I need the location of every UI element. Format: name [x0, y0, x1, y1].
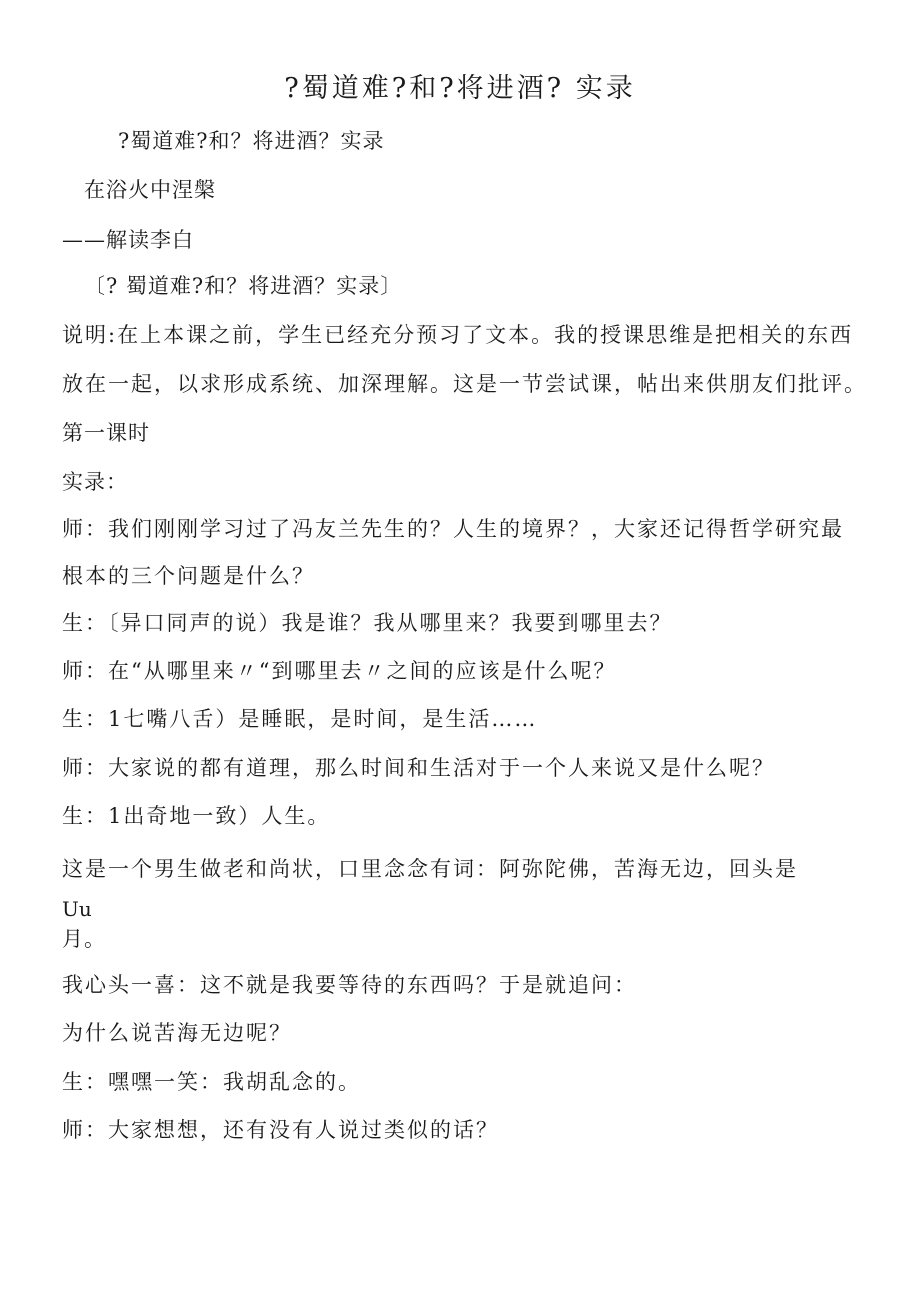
section-heading: 实录： — [62, 470, 128, 494]
dialogue-line: 生：〔异口同声的说）我是谁？我从哪里来？我要到哪里去？ — [62, 611, 673, 635]
dialogue-line: 师：我们刚刚学习过了冯友兰先生的？人生的境界？，大家还记得哲学研究最 — [62, 517, 844, 541]
paragraph-line: 放在一起，以求形成系统、加深理解。这是一节尝试课，帖出来供朋友们批评。 — [62, 372, 867, 396]
dialogue-line: 师：大家想想，还有没有人说过类似的话？ — [62, 1118, 499, 1142]
paragraph-line: 这是一个男生做老和尚状，口里念念有词：阿弥陀佛，苦海无边，回头是 — [62, 857, 798, 881]
heading-line: ——解读李白 — [62, 228, 194, 252]
document-title: ?蜀道难?和?将进酒? 实录 — [284, 73, 636, 104]
paragraph-line: 我心头一喜：这不就是我要等待的东西吗？于是就追问： — [62, 973, 637, 997]
paragraph-line: 月。 — [62, 927, 106, 951]
paragraph-line: 为什么说苦海无边呢？ — [62, 1021, 292, 1045]
section-heading: 第一课时 — [62, 421, 150, 445]
dialogue-line: 根本的三个问题是什么？ — [62, 564, 315, 588]
heading-line: 〔? 蜀道难?和？将进酒？实录〕 — [84, 274, 403, 298]
subtitle-line: ?蜀道难?和？将进酒？实录 — [118, 129, 385, 153]
dialogue-line: 生：1出奇地一致）人生。 — [62, 804, 331, 828]
paragraph-line: Uu — [62, 897, 92, 921]
dialogue-line: 生：1七嘴八舌）是睡眠，是时间，是生活…… — [62, 707, 538, 731]
paragraph-line: 说明:在上本课之前，学生已经充分预习了文本。我的授课思维是把相关的东西 — [62, 323, 854, 347]
dialogue-line: 师：大家说的都有道理，那么时间和生活对于一个人来说又是什么呢？ — [62, 756, 775, 780]
heading-line: 在浴火中涅槃 — [84, 178, 216, 202]
dialogue-line: 生：嘿嘿一笑：我胡乱念的。 — [62, 1070, 361, 1094]
dialogue-line: 师：在“从哪里来〃“到哪里去〃之间的应该是什么呢？ — [62, 659, 617, 683]
